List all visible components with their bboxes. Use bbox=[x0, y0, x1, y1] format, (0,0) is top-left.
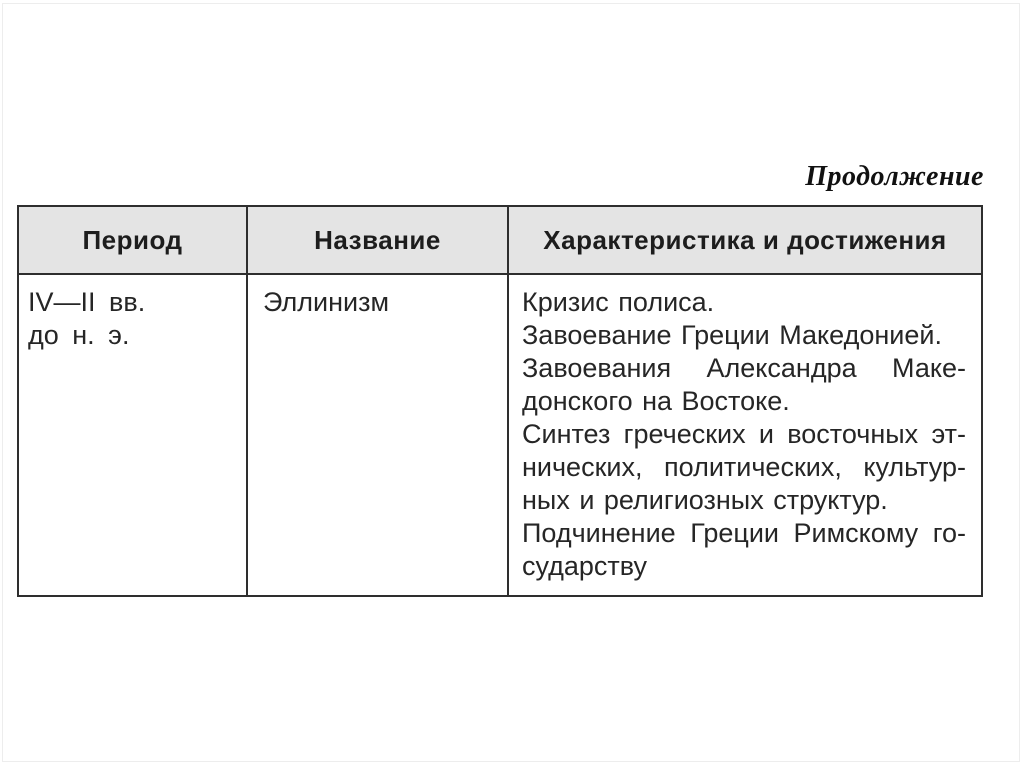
characteristics-line: донского на Востоке. bbox=[522, 386, 790, 416]
characteristics-line: Завоевание Греции Македонией. bbox=[522, 320, 942, 350]
table-header-row bbox=[18, 206, 982, 274]
period-line: IV—II вв. bbox=[28, 287, 146, 317]
characteristics-line: Подчинение Греции Римскому го- bbox=[522, 518, 966, 548]
characteristics-line: ных и религиозных структур. bbox=[522, 485, 888, 515]
table-row bbox=[18, 274, 982, 596]
name-cell bbox=[247, 274, 508, 596]
header-cell-period: Период bbox=[18, 206, 247, 274]
characteristics-line: нических, политических, культур- bbox=[522, 452, 966, 482]
continuation-label: Продолжение bbox=[805, 161, 984, 192]
characteristics-line: Кризис полиса. bbox=[522, 287, 715, 317]
period-line: до н. э. bbox=[28, 320, 130, 350]
characteristics-line: Завоевания Александра Маке- bbox=[522, 353, 966, 383]
characteristics-line: Синтез греческих и восточных эт- bbox=[522, 419, 966, 449]
header-cell-characteristics: Характеристика и достижения bbox=[508, 206, 982, 274]
period-cell bbox=[18, 274, 247, 596]
characteristics-cell bbox=[508, 274, 982, 596]
header-cell-name: Название bbox=[247, 206, 508, 274]
history-periods-table bbox=[17, 205, 983, 597]
characteristics-line: сударству bbox=[522, 551, 648, 581]
name-value: Эллинизм bbox=[263, 287, 390, 317]
